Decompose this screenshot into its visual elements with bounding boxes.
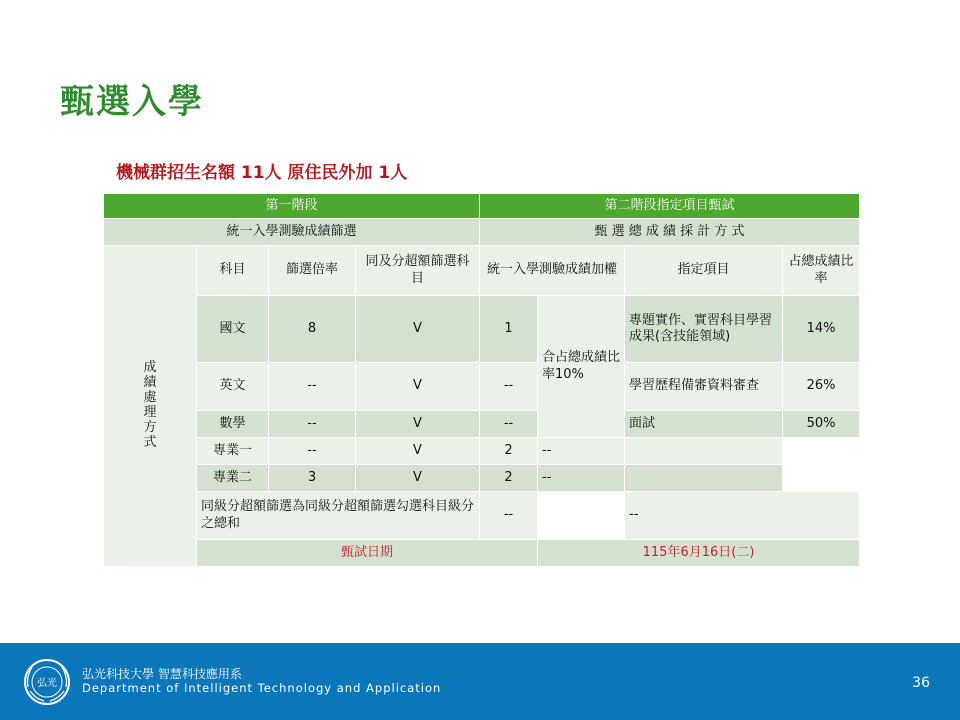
select-cell: V (356, 296, 480, 363)
subject-cell: 專業二 (197, 465, 269, 492)
pct-cell: 50% (783, 411, 860, 438)
page-number: 36 (912, 675, 930, 691)
pct-cell (625, 438, 783, 465)
note-row (104, 492, 860, 540)
subject-cell: 數學 (197, 411, 269, 438)
weight-cell: 1 (480, 296, 538, 363)
stage1-subheader: 統一入學測驗成績篩選 (104, 219, 480, 246)
pct-cell (625, 465, 783, 492)
col-select: 同及分超額篩選科目 (356, 246, 480, 296)
weight-cell: 2 (480, 465, 538, 492)
table-row (104, 411, 860, 438)
row-label: 成績處理方式 (143, 360, 157, 450)
date-row (104, 540, 860, 567)
note-weight-cell: -- (480, 492, 538, 540)
table-row (104, 465, 860, 492)
weight-cell: -- (480, 411, 538, 438)
ratio-cell: -- (269, 411, 356, 438)
table-row (104, 438, 860, 465)
stage-sub-row (104, 219, 860, 246)
table-row (104, 296, 860, 363)
footer-school-en: Department of Intelligent Technology and Application (82, 681, 442, 695)
merged-weight-cell: 合占總成績比率10% (538, 296, 625, 438)
weight-cell: 2 (480, 438, 538, 465)
ratio-cell: -- (269, 438, 356, 465)
note-cell: 同級分超額篩選為同級分超額篩選勾選科目級分之總和 (197, 492, 480, 540)
subject-cell: 專業一 (197, 438, 269, 465)
item-cell: 面試 (625, 411, 783, 438)
col-pct: 占總成績比率 (783, 246, 860, 296)
col-subject: 科目 (197, 246, 269, 296)
stage2-subheader: 甄 選 總 成 績 採 計 方 式 (480, 219, 860, 246)
subject-cell: 英文 (197, 363, 269, 411)
item-cell: 專題實作、實習科目學習成果(含技能領域) (625, 296, 783, 363)
select-cell: V (356, 363, 480, 411)
stage2-header: 第二階段指定項目甄試 (480, 194, 860, 219)
col-weight: 統一入學測驗成績加權 (480, 246, 625, 296)
ratio-cell: -- (269, 363, 356, 411)
quota-subtitle: 機械群招生名額 11人 原住民外加 1人 (116, 163, 408, 183)
pct-cell: 14% (783, 296, 860, 363)
ratio-cell: 3 (269, 465, 356, 492)
col-ratio: 篩選倍率 (269, 246, 356, 296)
row-label-cell (104, 246, 197, 567)
school-logo-icon (22, 657, 72, 707)
footer-school-cn: 弘光科技大學 智慧科技應用系 (82, 667, 242, 681)
slide-title: 甄選入學 (60, 82, 204, 122)
note-item-cell: -- (625, 492, 860, 540)
date-label: 甄試日期 (197, 540, 538, 567)
column-header-row (104, 246, 860, 296)
stage1-header: 第一階段 (104, 194, 480, 219)
select-cell: V (356, 465, 480, 492)
select-cell: V (356, 411, 480, 438)
pct-cell: 26% (783, 363, 860, 411)
stage-header-row (104, 194, 860, 219)
col-item: 指定項目 (625, 246, 783, 296)
date-value: 115年6月16日(二) (538, 540, 860, 567)
ratio-cell: 8 (269, 296, 356, 363)
table-row (104, 363, 860, 411)
item-cell: 學習歷程備審資料審查 (625, 363, 783, 411)
item-cell: -- (538, 438, 625, 465)
logo-text: 弘光 (37, 678, 57, 689)
subject-cell: 國文 (197, 296, 269, 363)
select-cell: V (356, 438, 480, 465)
admission-table (103, 193, 860, 567)
item-cell: -- (538, 465, 625, 492)
footer-bar (0, 643, 960, 720)
weight-cell: -- (480, 363, 538, 411)
